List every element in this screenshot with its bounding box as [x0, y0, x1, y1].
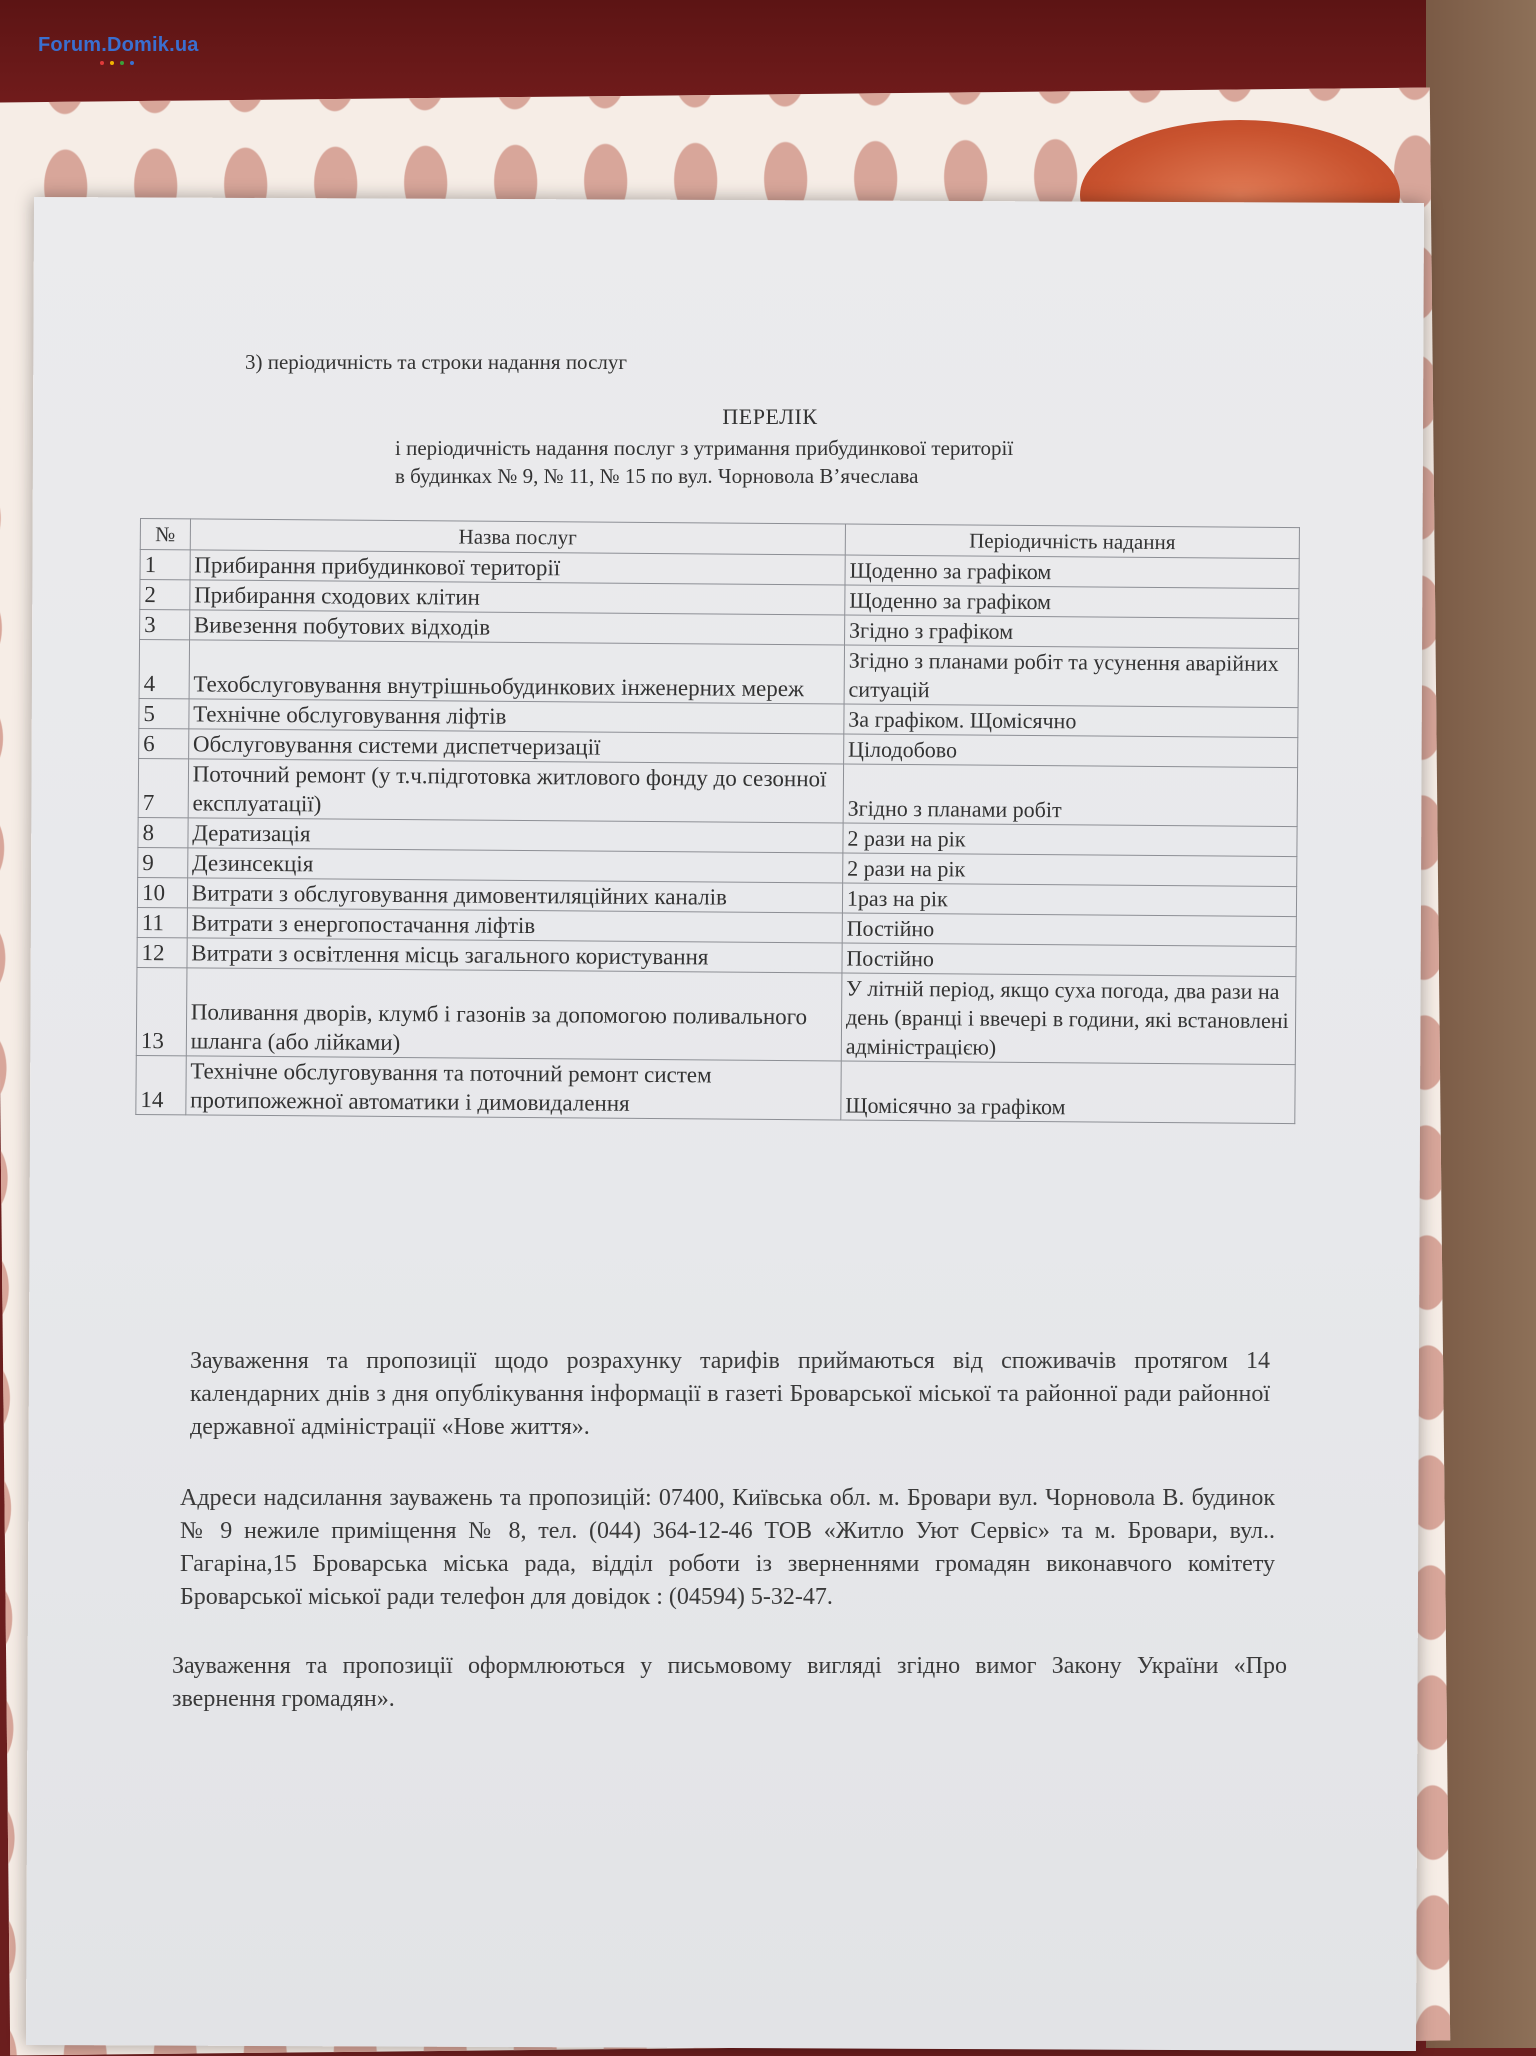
frequency-cell: Згідно з графіком: [844, 615, 1298, 649]
row-number-cell: 3: [140, 610, 190, 640]
table-row: [139, 640, 1298, 708]
service-name-cell: Поточний ремонт (у т.ч.підготовка житлового фонду до сезонної експлуатації): [188, 759, 844, 823]
frequency-cell: Цілодобово: [843, 734, 1297, 768]
frequency-cell: Згідно з планами робіт та усунення аварійних ситуацій: [844, 645, 1299, 708]
frequency-cell: За графіком. Щомісячно: [844, 704, 1298, 738]
note-submission-addresses: Адреси надсилання зауважень та пропозицій: 07400, Київська обл. м. Бровари вул. Чорновола В. будинок № 9 нежиле приміщення № 8, тел. (044) 364-12-46 ТОВ «Житло Уют Сервіс» та м. Бровари, вул.. Гагаріна,15 Броварська міська рада, відділ роботи із зверненнями громадян виконавчого комітету Броварської міської ради телефон для довідок : (04594) 5-32-47.: [180, 1485, 1275, 1610]
table-row: [136, 967, 1296, 1064]
logo-dot: [110, 61, 114, 65]
frequency-cell: Щоденно за графіком: [845, 555, 1299, 589]
row-number-cell: 4: [139, 640, 189, 699]
note-submission-form: Зауваження та пропозиції оформлюються у письмовому вигляді згідно вимог Закону України «Про звернення громадян».: [172, 1653, 1287, 1712]
service-name-cell: Поливання дворів, клумб і газонів за допомогою поливального шланга (або лійками): [186, 968, 842, 1061]
row-number-cell: 8: [138, 817, 188, 847]
column-header-number: №: [140, 519, 190, 550]
service-name-cell: Витрати з освітлення місць загального користування: [187, 938, 842, 973]
row-number-cell: 1: [140, 550, 190, 580]
table-row: [136, 1055, 1295, 1123]
column-header-frequency: Періодичність надання: [845, 524, 1299, 559]
frequency-cell: У літній період, якщо суха погода, два рази на день (вранці і ввечері в години, які встановлені адміністрацією): [841, 973, 1296, 1065]
watermark-logo[interactable]: Forum.Domik.ua: [38, 34, 199, 56]
logo-dot: [130, 61, 134, 65]
service-name-cell: Витрати з енергопостачання ліфтів: [187, 908, 842, 943]
row-number-cell: 5: [139, 698, 189, 728]
list-title: ПЕРЕЛІК: [722, 404, 818, 429]
watermark-logo-dots: [100, 58, 140, 67]
row-number-cell: 2: [140, 580, 190, 610]
logo-dot: [100, 61, 104, 65]
row-number-cell: 12: [137, 937, 187, 967]
service-name-cell: Дератизація: [188, 818, 843, 853]
row-number-cell: 6: [139, 728, 189, 758]
row-number-cell: 14: [136, 1055, 186, 1114]
row-number-cell: 11: [137, 907, 187, 937]
frequency-cell: Постійно: [842, 943, 1296, 977]
table-row: [138, 758, 1297, 826]
row-number-cell: 13: [136, 967, 186, 1055]
section-heading: 3) періодичність та строки надання послуг: [245, 350, 627, 374]
frequency-cell: 2 рази на рік: [843, 853, 1297, 887]
service-name-cell: Дезинсекція: [187, 848, 842, 883]
table-body: [136, 550, 1299, 1124]
service-name-cell: Технічне обслуговування ліфтів: [189, 699, 844, 734]
frequency-cell: 2 рази на рік: [843, 823, 1297, 857]
row-number-cell: 9: [138, 847, 188, 877]
list-subtitle-line-2: в будинках № 9, № 11, № 15 по вул. Чорновола В’ячеслава: [395, 464, 919, 488]
logo-dot: [120, 61, 124, 65]
row-number-cell: 10: [137, 877, 187, 907]
service-name-cell: Технічне обслуговування та поточний ремонт систем протипожежної автоматики і димовидалення: [186, 1056, 842, 1120]
frequency-cell: Згідно з планами робіт: [843, 764, 1298, 827]
row-number-cell: 7: [138, 758, 188, 817]
services-table: [135, 518, 1300, 1124]
frequency-cell: Щомісячно за графіком: [841, 1061, 1296, 1124]
note-tariff-comments: Зауваження та пропозиції щодо розрахунку тарифів приймаються від споживачів протягом 14 календарних днів з дня опублікування інформації в газеті Броварської міської та районної ради районної державної адміністрації «Нове життя».: [190, 1348, 1270, 1440]
service-name-cell: Прибирання сходових клітин: [190, 580, 845, 615]
list-subtitle-line-1: і періодичність надання послуг з утримання прибудинкової території: [395, 436, 1014, 460]
column-header-service-name: Назва послуг: [190, 519, 845, 555]
service-name-cell: Обслуговування системи диспетчеризації: [188, 729, 843, 764]
frequency-cell: Щоденно за графіком: [845, 585, 1299, 619]
service-name-cell: Витрати з обслуговування димовентиляційних каналів: [187, 878, 842, 913]
frequency-cell: Постійно: [842, 913, 1296, 947]
service-name-cell: Прибирання прибудинкової території: [190, 550, 845, 585]
service-name-cell: Техобслуговування внутрішньобудинкових інженерних мереж: [189, 640, 845, 704]
service-name-cell: Вивезення побутових відходів: [189, 610, 844, 645]
frequency-cell: 1раз на рік: [842, 883, 1296, 917]
